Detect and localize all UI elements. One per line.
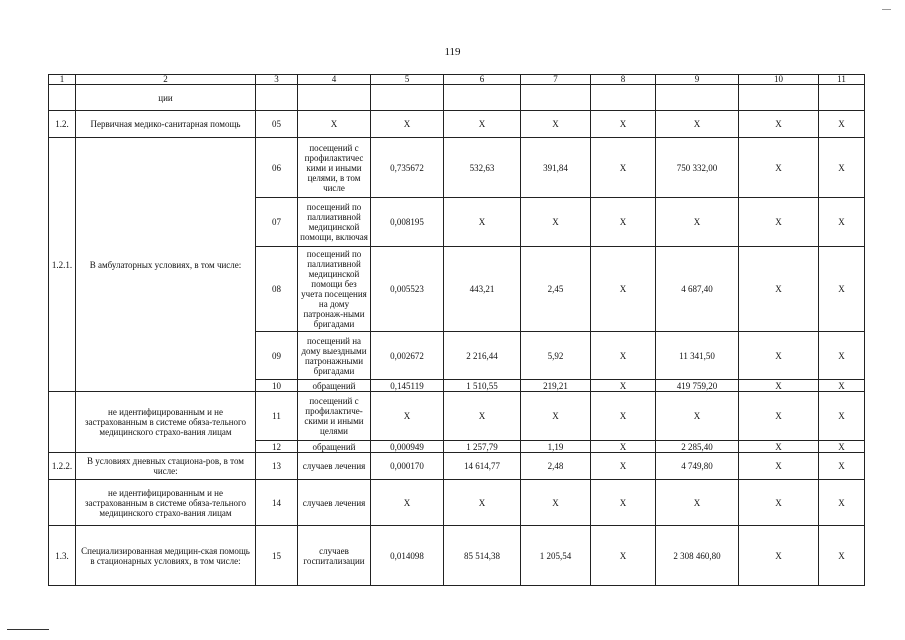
table-row [49, 111, 865, 138]
cell: 0,002672 [371, 332, 444, 380]
row-code: 11 [256, 392, 298, 441]
col-header: 5 [371, 75, 444, 85]
row-code: 09 [256, 332, 298, 380]
row-code: 08 [256, 247, 298, 332]
cell: Х [819, 453, 865, 480]
cell: 1 205,54 [521, 526, 591, 586]
cell: Х [656, 480, 739, 526]
cell: Х [591, 198, 656, 247]
cell: 4 749,80 [656, 453, 739, 480]
cell: Х [739, 138, 819, 198]
cell: Х [739, 332, 819, 380]
cell: 14 614,77 [444, 453, 521, 480]
cell: 85 514,38 [444, 526, 521, 586]
col-header: 6 [444, 75, 521, 85]
cell: 4 687,40 [656, 247, 739, 332]
cell: Х [591, 453, 656, 480]
table-row [49, 480, 865, 526]
cell: Х [819, 441, 865, 453]
cell: 0,005523 [371, 247, 444, 332]
cell: 0,000949 [371, 441, 444, 453]
cell: Х [371, 111, 444, 138]
row-name: не идентифицированным и не застрахованным в системе обяза-тельного медицинского страхо-вания лицам [76, 392, 256, 453]
continuation-text: ции [76, 85, 256, 111]
row-name: не идентифицированным и не застрахованным в системе обяза-тельного медицинского страхо-вания лицам [76, 480, 256, 526]
cell: Х [591, 111, 656, 138]
row-code: 05 [256, 111, 298, 138]
cell: 0,000170 [371, 453, 444, 480]
cell: Х [819, 380, 865, 392]
cell: Х [521, 480, 591, 526]
cell: Х [591, 526, 656, 586]
cell: Х [591, 441, 656, 453]
row-unit: случаев лечения [298, 480, 371, 526]
cell: Х [521, 198, 591, 247]
cell: 0,735672 [371, 138, 444, 198]
col-header: 10 [739, 75, 819, 85]
footnote-rule [7, 629, 49, 630]
cell: 5,92 [521, 332, 591, 380]
cell: Х [739, 480, 819, 526]
cell: Х [739, 198, 819, 247]
table-row [49, 453, 865, 480]
col-header: 8 [591, 75, 656, 85]
cell: 2 308 460,80 [656, 526, 739, 586]
cell: Х [819, 138, 865, 198]
row-unit: Х [298, 111, 371, 138]
cell: 391,84 [521, 138, 591, 198]
cell: Х [656, 198, 739, 247]
cell: 419 759,20 [656, 380, 739, 392]
cell: 0,145119 [371, 380, 444, 392]
cell: 2,45 [521, 247, 591, 332]
row-code: 12 [256, 441, 298, 453]
cell: Х [656, 392, 739, 441]
cell: Х [591, 480, 656, 526]
cell: Х [739, 526, 819, 586]
row-name: В амбулаторных условиях, в том числе: [76, 138, 256, 392]
cell: Х [591, 247, 656, 332]
cell: Х [819, 198, 865, 247]
row-name: В условиях дневных стациона-ров, в том числе: [76, 453, 256, 480]
row-unit: случаев госпитализации [298, 526, 371, 586]
corner-mark [882, 9, 891, 10]
cell: Х [591, 138, 656, 198]
cell: Х [521, 111, 591, 138]
cell: Х [521, 392, 591, 441]
row-code: 10 [256, 380, 298, 392]
page-number: 119 [444, 46, 461, 58]
row-unit: посещений с профилактичес кими и иными целями, в том числе [298, 138, 371, 198]
col-header: 11 [819, 75, 865, 85]
row-code: 15 [256, 526, 298, 586]
cell: 2 216,44 [444, 332, 521, 380]
cell: Х [739, 380, 819, 392]
cell: 750 332,00 [656, 138, 739, 198]
cell: Х [739, 453, 819, 480]
cell: Х [444, 111, 521, 138]
cell: 1 257,79 [444, 441, 521, 453]
cell: 219,21 [521, 380, 591, 392]
cell: Х [739, 392, 819, 441]
cell: Х [739, 247, 819, 332]
row-unit: посещений по паллиативной медицинской помощи, включая [298, 198, 371, 247]
cell: Х [371, 392, 444, 441]
cell: Х [739, 441, 819, 453]
cell: Х [656, 111, 739, 138]
cell: Х [819, 480, 865, 526]
col-header: 2 [76, 75, 256, 85]
col-header: 9 [656, 75, 739, 85]
table-row [49, 526, 865, 586]
col-header: 4 [298, 75, 371, 85]
cell: 2 285,40 [656, 441, 739, 453]
row-name: Первичная медико-санитарная помощь [76, 111, 256, 138]
row-number: 1.2.2. [49, 453, 76, 480]
cell: Х [444, 198, 521, 247]
row-unit: обращений [298, 441, 371, 453]
cell: Х [371, 480, 444, 526]
table-row [49, 138, 865, 198]
col-header: 3 [256, 75, 298, 85]
row-unit: посещений с профилактиче-скими и иными целями [298, 392, 371, 441]
row-number: 1.2. [49, 111, 76, 138]
row-code: 07 [256, 198, 298, 247]
row-code: 14 [256, 480, 298, 526]
table-row [49, 392, 865, 441]
tariff-table [48, 74, 865, 586]
cell: Х [819, 247, 865, 332]
cell: Х [591, 380, 656, 392]
cell: 532,63 [444, 138, 521, 198]
cell: Х [739, 111, 819, 138]
row-name: Специализированная медицин-ская помощь в стационарных условиях, в том числе: [76, 526, 256, 586]
cell: Х [819, 392, 865, 441]
cell: 2,48 [521, 453, 591, 480]
cell: 0,008195 [371, 198, 444, 247]
cell: 0,014098 [371, 526, 444, 586]
col-header: 7 [521, 75, 591, 85]
table-row [49, 85, 865, 111]
cell: Х [444, 480, 521, 526]
cell: Х [591, 332, 656, 380]
cell: 443,21 [444, 247, 521, 332]
column-number-row [49, 75, 865, 85]
cell: 11 341,50 [656, 332, 739, 380]
cell: Х [819, 526, 865, 586]
row-code: 06 [256, 138, 298, 198]
row-code: 13 [256, 453, 298, 480]
cell: Х [444, 392, 521, 441]
row-unit: обращений [298, 380, 371, 392]
row-number: 1.2.1. [49, 138, 76, 392]
cell: 1,19 [521, 441, 591, 453]
cell: 1 510,55 [444, 380, 521, 392]
col-header: 1 [49, 75, 76, 85]
cell: Х [591, 392, 656, 441]
row-unit: посещений на дому выездными патронажными бригадами [298, 332, 371, 380]
row-unit: посещений по паллиативной медицинской помощи без учета посещения на дому патронаж-ными бригадами [298, 247, 371, 332]
row-unit: случаев лечения [298, 453, 371, 480]
cell: Х [819, 111, 865, 138]
row-number: 1.3. [49, 526, 76, 586]
cell: Х [819, 332, 865, 380]
